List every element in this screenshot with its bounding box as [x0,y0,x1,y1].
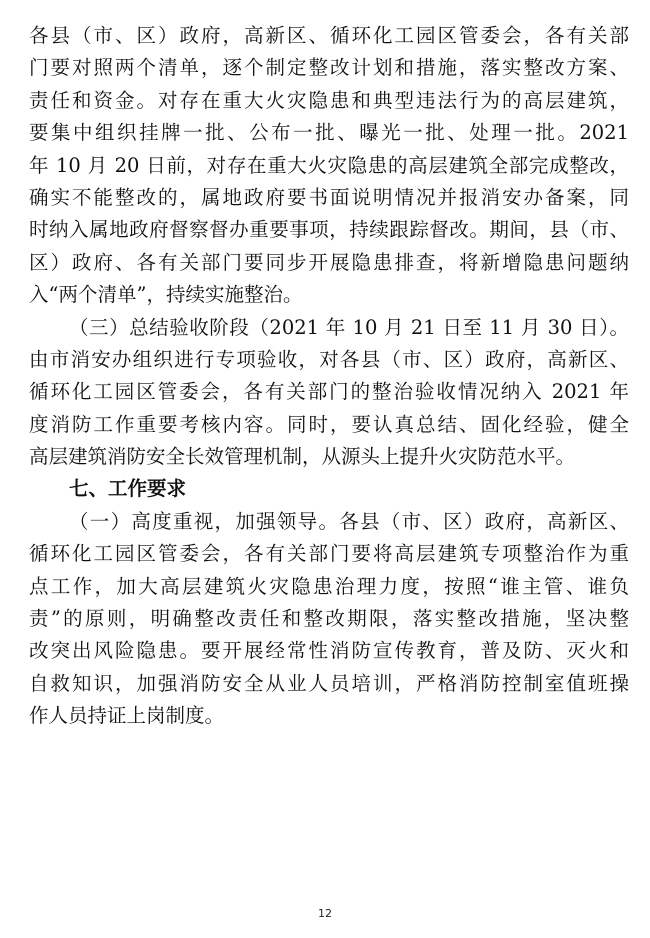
section-heading-line: （三）总结验收阶段（2021 年 10 月 21 日至 11 月 30 日）。 [69,315,629,339]
text-line: 责任和资金。对存在重大火灾隐患和典型违法行为的高层建筑， [29,88,629,112]
body-text [29,20,629,733]
text-line: 各县（市、区）政府，高新区、循环化工园区管委会，各有关部 [29,24,629,47]
text-line: 作人员持证上岗制度。 [29,704,225,728]
text-line: 时纳入属地政府督察督办重要事项，持续跟踪督改。期间，县（市、 [29,218,629,242]
text-line: 责”的原则，明确整改责任和整改期限，落实整改措施，坚决整 [29,607,629,631]
text-line: 循环化工园区管委会，各有关部门的整治验收情况纳入 2021 年 [29,380,629,404]
text-line: 门要对照两个清单，逐个制定整改计划和措施，落实整改方案、 [29,56,629,80]
text-line: 改突出风险隐患。要开展经常性消防宣传教育，普及防、灭火和 [29,639,629,663]
section-heading-line: （一）高度重视，加强领导。各县（市、区）政府，高新区、 [69,509,629,533]
text-line: 高层建筑消防安全长效管理机制，从源头上提升火灾防范水平。 [29,445,576,469]
text-line: 循环化工园区管委会，各有关部门要将高层建筑专项整治作为重 [29,542,629,566]
text-line: 年 10 月 20 日前，对存在重大火灾隐患的高层建筑全部完成整改， [29,153,629,177]
text-line: 点工作，加大高层建筑火灾隐患治理力度，按照“谁主管、谁负 [29,574,629,598]
page-number: 12 [318,907,332,920]
text-line: 要集中组织挂牌一批、公布一批、曝光一批、处理一批。2021 [29,121,629,145]
text-line: 确实不能整改的，属地政府要书面说明情况并报消安办备案，同 [29,185,629,209]
text-line: 自救知识，加强消防安全从业人员培训，严格消防控制室值班操 [29,671,629,695]
chapter-heading: 七、工作要求 [69,477,187,501]
text-line: 区）政府、各有关部门要同步开展隐患排查，将新增隐患问题纳 [29,250,629,274]
text-line: 入“两个清单”，持续实施整治。 [29,283,303,307]
text-line: 由市消安办组织进行专项验收，对各县（市、区）政府，高新区、 [29,347,629,371]
text-line: 度消防工作重要考核内容。同时，要认真总结、固化经验，健全 [29,412,629,436]
